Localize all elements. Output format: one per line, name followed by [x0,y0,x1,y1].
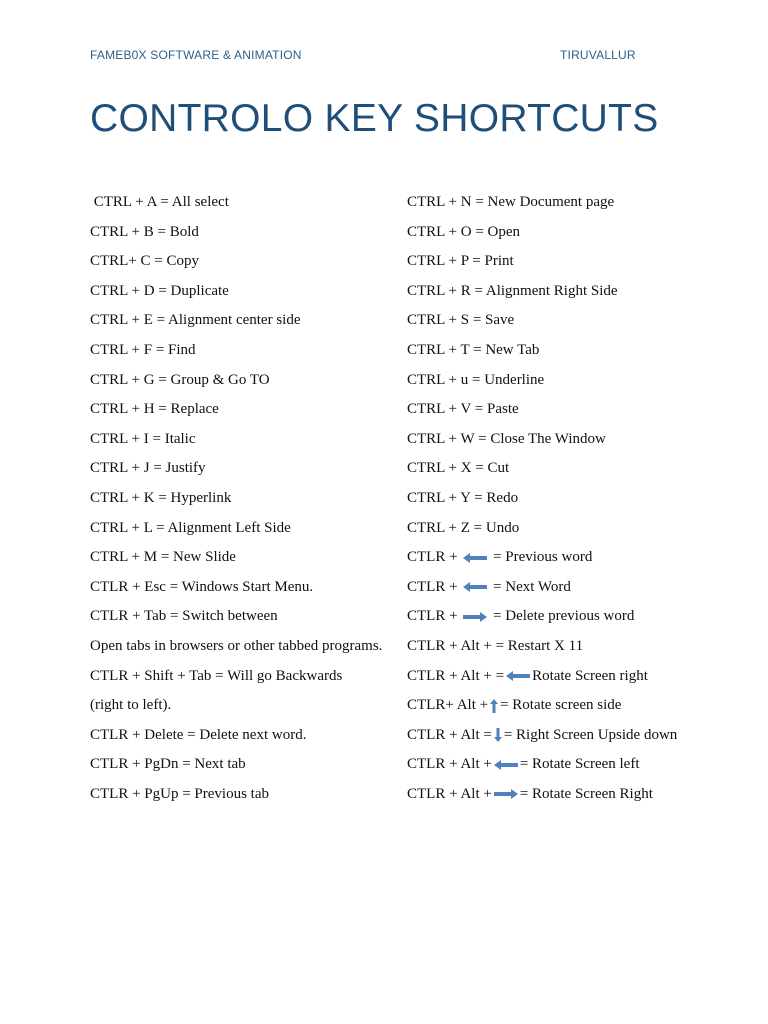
shortcut-text: CTLR + Alt + = Restart X 11 [407,637,584,654]
shortcut-text: CTRL + u = Underline [407,371,545,388]
shortcut-text: CTLR + [407,578,462,595]
shortcut-text: CTRL + O = Open [407,223,521,240]
shortcut-text: CTRL + N = New Document page [407,194,615,210]
shortcut-text: CTLR + Alt + [407,756,492,773]
page-title: CONTROLO KEY SHORTCUTS [90,97,659,140]
shortcut-line: CTRL + F = Find [90,341,196,358]
shortcut-line [407,602,707,632]
shortcut-line [407,662,707,692]
shortcut-text: CTLR+ Alt + [407,697,489,714]
shortcut-line: CTRL + K = Hyperlink [90,489,232,506]
shortcut-text: CTRL + Z = Undo [407,519,520,536]
shortcut-text: = Right Screen Upside down [503,726,678,743]
shortcut-line: CTRL + E = Alignment center side [90,312,301,329]
shortcut-text: CTRL + X = Cut [407,460,510,477]
shortcut-text: = Next Word [489,578,571,595]
shortcut-line [407,454,707,484]
shortcut-line: CTLR + Esc = Windows Start Menu. [90,578,314,595]
shortcut-text: CTRL + V = Paste [407,401,519,418]
shortcut-text: = Rotate Screen left [519,756,640,773]
shortcut-text: = Rotate Screen Right [519,785,653,802]
shortcut-line [407,573,707,603]
shortcut-line [407,750,707,780]
shortcut-line: CTRL + I = Italic [90,430,196,447]
shortcut-text: CTLR + [407,549,462,566]
left-arrow-icon [463,553,487,563]
shortcut-text: CTRL + W = Close The Window [407,430,606,447]
shortcut-line [407,691,707,721]
shortcut-line [407,336,707,366]
header-company: FAMEB0X SOFTWARE & ANIMATION [90,48,302,62]
right-arrow-icon [494,789,518,799]
shortcut-line [407,247,707,277]
shortcut-line: CTRL + M = New Slide [90,549,236,566]
shortcut-line [407,395,707,425]
shortcut-line [407,721,707,751]
shortcut-line: CTRL + D = Duplicate [90,282,229,299]
shortcut-line: CTLR + Tab = Switch between [90,608,278,625]
shortcut-text: CTLR + Alt + = [407,667,505,684]
shortcut-text: CTLR + Alt = [407,726,492,743]
shortcut-text: Rotate Screen right [532,667,648,684]
shortcut-line: CTRL+ C = Copy [90,253,200,270]
shortcut-line [407,366,707,396]
left-arrow-icon [506,671,530,681]
shortcut-line: CTRL + J = Justify [90,460,206,477]
shortcut-line: CTRL + H = Replace [90,401,219,418]
shortcut-text: CTLR + Alt + [407,785,492,802]
shortcut-text: = Delete previous word [489,608,635,625]
shortcut-text: = Rotate screen side [500,697,622,714]
shortcut-line [407,543,707,573]
shortcut-text: = Previous word [489,549,593,566]
shortcut-text: CTRL + P = Print [407,253,514,270]
shortcuts-right-column [407,188,707,809]
shortcut-line: CTRL + A = All select [90,194,229,210]
shortcut-line [407,218,707,248]
shortcut-text: CTRL + R = Alignment Right Side [407,282,618,299]
left-arrow-icon [494,760,518,770]
shortcut-line: CTRL + B = Bold [90,223,199,240]
shortcut-line [407,632,707,662]
shortcut-line: CTLR + PgUp = Previous tab [90,785,270,802]
shortcut-line [407,306,707,336]
shortcut-text: CTRL + T = New Tab [407,341,540,358]
shortcut-text: CTRL + S = Save [407,312,515,329]
shortcut-line [407,514,707,544]
shortcut-line [407,425,707,455]
up-arrow-icon [490,699,498,713]
left-arrow-icon [463,582,487,592]
right-arrow-icon [463,612,487,622]
shortcut-line: CTLR + Delete = Delete next word. [90,726,307,743]
shortcut-text: CTLR + [407,608,462,625]
shortcut-line [407,484,707,514]
down-arrow-icon [494,728,502,742]
header-location: TIRUVALLUR [560,48,636,62]
shortcut-line [407,188,707,218]
shortcut-line: Open tabs in browsers or other tabbed programs. [90,637,383,654]
shortcut-line [407,780,707,810]
shortcut-line: CTLR + Shift + Tab = Will go Backwards [90,667,343,684]
shortcut-line: CTRL + L = Alignment Left Side [90,519,291,536]
shortcut-line: CTRL + G = Group & Go TO [90,371,270,388]
shortcut-line: (right to left). [90,697,172,714]
shortcuts-left-column [90,188,400,809]
shortcut-line [407,277,707,307]
shortcut-text: CTRL + Y = Redo [407,489,519,506]
shortcut-line: CTLR + PgDn = Next tab [90,756,246,773]
